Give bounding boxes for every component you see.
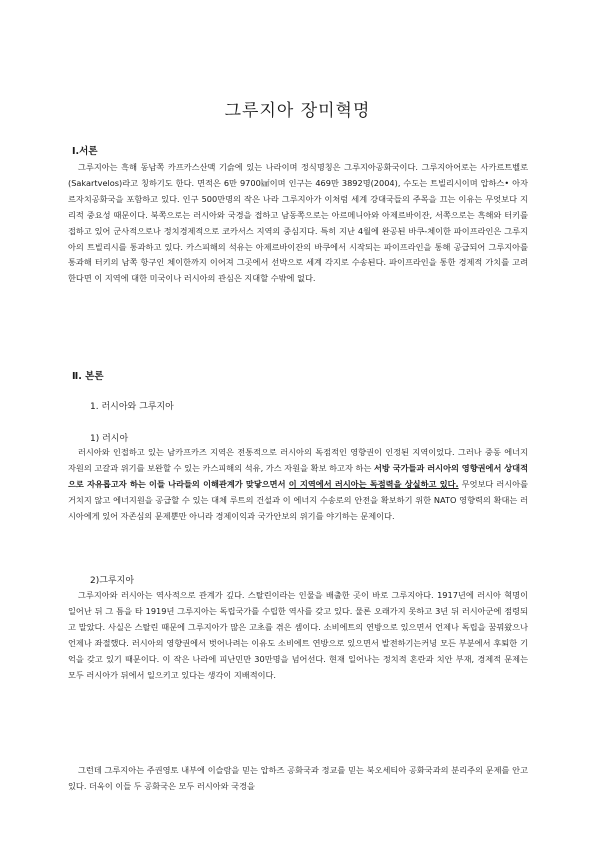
section-heading-body: Ⅱ. 본론 (72, 371, 104, 382)
russia-paragraph (68, 445, 528, 525)
russia-paragraph-bold: 서방 국가들과 러시아의 영향권에서 상대적으로 자유롭고자 하는 이들 나라들의 이해관계가 맞닿으면서 (68, 462, 528, 489)
document-title: 그루지아 장미혁명 (224, 101, 371, 121)
section-heading-introduction: Ⅰ.서론 (72, 146, 98, 157)
russia-paragraph-continued: 무엇보다 러시아를 거치지 않고 에너지원을 공급할 수 있는 대체 루트의 건설과 이 에너지 수송로의 안전을 확보하기 위한 NATO 영향력의 확대는 러시아에게 있어 자존심의 문제뿐만 아니라 경제이익과 국가안보의 위기를 야기하는 문제이다. (68, 478, 529, 521)
georgia-paragraph-1: 그루지아와 러시아는 역사적으로 관계가 깊다. 스탈린이라는 인물을 배출한 곳이 바로 그루지아다. 1917년에 러시아 혁명이 일어난 뒤 그 틈을 타 1919년 그루지아는 독립국가를 수립한 역사를 갖고 있다. 물론 오래가지 못하고 3년 뒤 러시아군에 점령되고 말았다. 사실은 스탈린 때문에 그루지아가 많은 고초를 겪은 셈이다. 소비에트의 연방으로 있으면서 언제나 독립을 꿈꿔왔으나 언제나 좌절했다. 러시아의 영향권에서 벗어나려는 이유도 소비에트 연방으로 있으면서 발전하기는커녕 모든 부분에서 후퇴한 기억을 갖고 있기 때문이다. 이 작은 나라에 피난민만 30만명을 넘어선다. 현재 일어나는 정치적 혼란과 치안 부재, 경제적 문제는 모두 러시아가 뒤에서 일으키고 있다는 생각이 지배적이다. (68, 590, 528, 680)
georgia-paragraph-2: 그런데 그루지아는 주권영토 내부에 이슬람을 믿는 압하즈 공화국과 정교를 믿는 북오세티아 공화국과의 분리주의 문제를 안고 있다. 더욱이 이들 두 공화국은 모두 러시아와 국경을 (68, 765, 528, 791)
russia-paragraph-bold-underline: 이 지역에서 러시아는 독점력을 상실하고 있다. (288, 478, 459, 489)
russia-paragraph-text: 러시아와 인접하고 있는 남카프카즈 지역은 전통적으로 러시아의 독점적인 영향권이 인정된 지역이었다. 그러나 중동 에너지 자원의 고갈과 위기를 보완할 수 있는 카스피해의 석유, 가스 자원을 확보 하고자 하는 (68, 447, 528, 473)
subsection-russia-and-georgia: 1. 러시아와 그루지아 (90, 402, 174, 412)
introduction-paragraph: 그루지아는 흑해 동남쪽 카프카스산맥 기슭에 있는 나라이며 정식명칭은 그루지아공화국이다. 그루지아어로는 사카르트벨로(Sakartvelos)라고 칭하기도 한다. 면적은 6만 9700㎢이며 인구는 469만 3892명(2004), 수도는 트빌리시이며 압하스• 아자르자치공화국을 포함하고 있다. 인구 500만명의 작은 나라 그루지아가 이처럼 세계 강대국들의 주목을 끄는 이유는 무엇보다 지리적 중요성 때문이다. 북쪽으로는 러시아와 국경을 접하고 남동쪽으로는 아르메니아와 아제르바이잔, 서쪽으로는 흑해와 터키를 접하고 있어 군사적으로나 정치경제적으로 코카서스 지역의 중심지다. 특히 지난 4월에 완공된 바쿠-체이한 파이프라인은 그루지아의 트빌리시를 통과하고 있다. 카스피해의 석유는 아제르바이잔의 바쿠에서 시작되는 파이프라인을 통해 공급되어 그루지아를 통과해 터키의 남쪽 항구인 체이한까지 이어져 그곳에서 선박으로 세계 각지로 수송된다. 파이프라인을 통한 경제적 가치를 고려한다면 이 지역에 대한 미국이나 러시아의 관심은 지대할 수밖에 없다. (68, 162, 528, 284)
subsection-georgia: 2)그루지아 (90, 576, 135, 586)
subsection-russia: 1) 러시아 (90, 434, 129, 444)
